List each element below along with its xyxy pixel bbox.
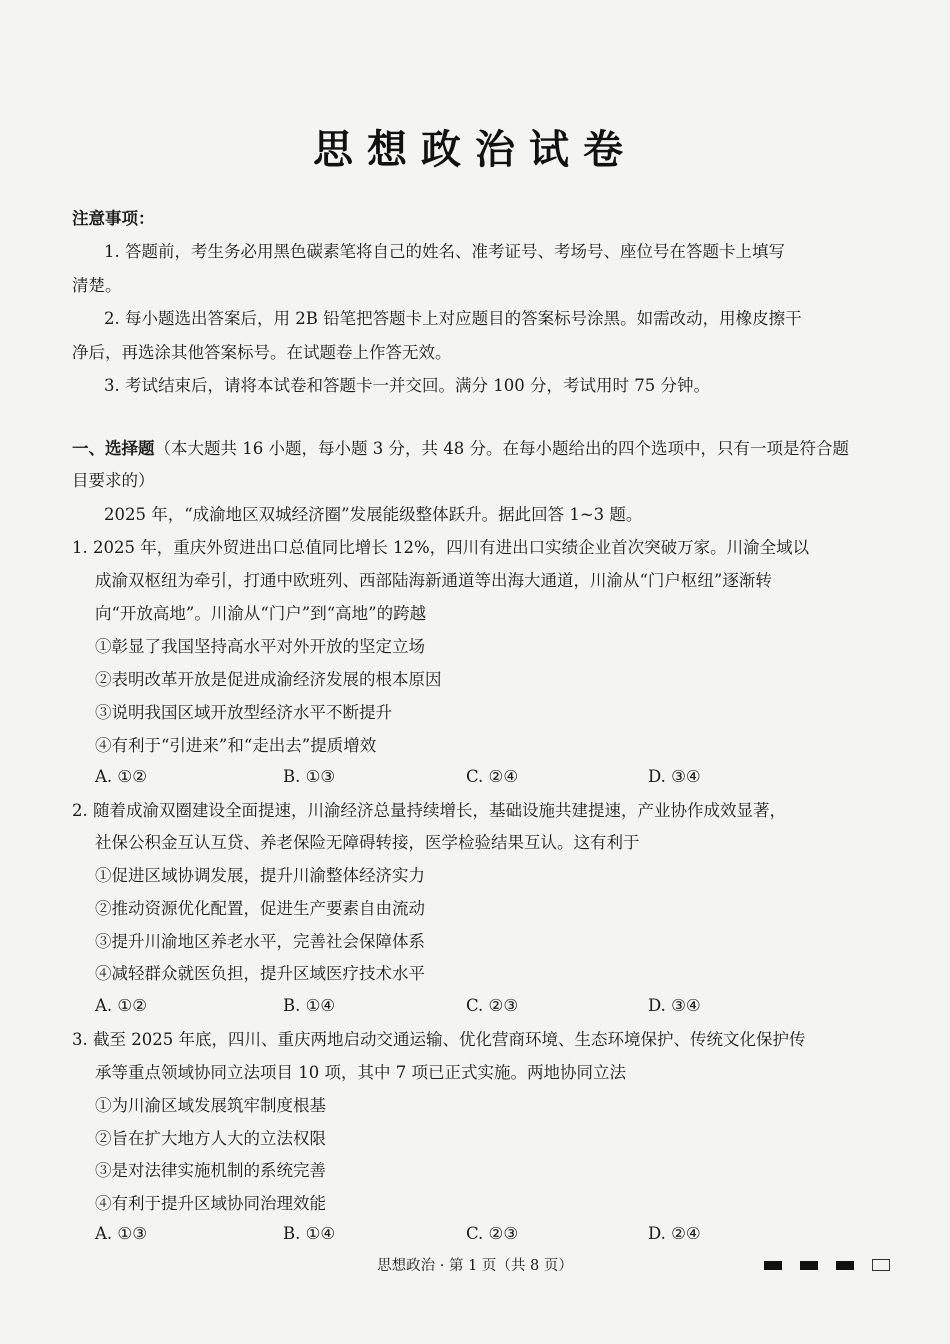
q1-statement-1: ①彰显了我国坚持高水平对外开放的坚定立场 xyxy=(95,637,425,656)
q3-option-a: A. ①③ xyxy=(95,1224,147,1243)
notice-item-3: 3. 考试结束后，请将本试卷和答题卡一并交回。满分 100 分，考试用时 75 分钟。 xyxy=(104,376,710,395)
q2-option-d: D. ③④ xyxy=(648,996,701,1015)
q1-option-d: D. ③④ xyxy=(648,767,701,786)
notice-item-2: 2. 每小题选出答案后，用 2B 铅笔把答题卡上对应题目的答案标号涂黑。如需改动，用橡皮擦干 xyxy=(104,309,802,328)
section-desc-cont: 目要求的） xyxy=(72,471,155,490)
footer-mark-icon xyxy=(764,1261,782,1270)
page-footer: 思想政治 · 第 1 页（共 8 页） xyxy=(377,1258,573,1274)
section-header xyxy=(72,438,849,460)
notice-item-2-cont: 净后，再选涂其他答案标号。在试题卷上作答无效。 xyxy=(72,343,452,362)
q2-stem-line2: 社保公积金互认互贷、养老保险无障碍转接，医学检验结果互认。这有利于 xyxy=(95,833,640,852)
section-intro: 2025 年，“成渝地区双城经济圈”发展能级整体跃升。据此回答 1~3 题。 xyxy=(104,505,643,524)
q2-statement-4: ④减轻群众就医负担，提升区域医疗技术水平 xyxy=(95,964,425,983)
q1-option-c: C. ②④ xyxy=(466,767,519,786)
q1-option-a: A. ①② xyxy=(95,767,147,786)
notice-item-1-cont: 清楚。 xyxy=(72,276,122,295)
q3-statement-1: ①为川渝区域发展筑牢制度根基 xyxy=(95,1096,326,1115)
q2-statement-2: ②推动资源优化配置，促进生产要素自由流动 xyxy=(95,899,425,918)
q3-option-c: C. ②③ xyxy=(466,1224,519,1243)
q2-stem-line1: 2. 随着成渝双圈建设全面提速，川渝经济总量持续增长，基础设施共建提速，产业协作成效显著， xyxy=(72,801,786,820)
q3-option-b: B. ①④ xyxy=(283,1224,336,1243)
q3-stem-line1: 3. 截至 2025 年底，四川、重庆两地启动交通运输、优化营商环境、生态环境保护、传统文化保护传 xyxy=(72,1030,806,1049)
footer-hollow-mark-icon xyxy=(872,1259,890,1271)
footer-mark-icon xyxy=(836,1261,854,1270)
q1-option-b: B. ①③ xyxy=(283,767,336,786)
q3-statement-4: ④有利于提升区域协同治理效能 xyxy=(95,1194,326,1213)
q2-statement-1: ①促进区域协调发展，提升川渝整体经济实力 xyxy=(95,866,425,885)
q1-stem-line3: 向“开放高地”。川渝从“门户”到“高地”的跨越 xyxy=(95,604,427,623)
q1-statement-3: ③说明我国区域开放型经济水平不断提升 xyxy=(95,703,392,722)
q3-statement-2: ②旨在扩大地方人大的立法权限 xyxy=(95,1129,326,1148)
q3-statement-3: ③是对法律实施机制的系统完善 xyxy=(95,1161,326,1180)
q3-stem-line2: 承等重点领域协同立法项目 10 项，其中 7 项已正式实施。两地协同立法 xyxy=(95,1063,626,1082)
notice-item-1: 1. 答题前，考生务必用黑色碳素笔将自己的姓名、准考证号、考场号、座位号在答题卡上填写 xyxy=(104,242,785,261)
q2-option-a: A. ①② xyxy=(95,996,147,1015)
page-title: 思想政治试卷 xyxy=(313,126,637,173)
q2-option-b: B. ①④ xyxy=(283,996,336,1015)
q3-option-d: D. ②④ xyxy=(648,1224,701,1243)
notice-heading: 注意事项： xyxy=(72,209,155,228)
q1-statement-2: ②表明改革开放是促进成渝经济发展的根本原因 xyxy=(95,670,442,689)
section-desc: （本大题共 16 小题，每小题 3 分，共 48 分。在每小题给出的四个选项中，只有一项是符合题 xyxy=(154,439,849,458)
q1-stem-line2: 成渝双枢纽为牵引，打通中欧班列、西部陆海新通道等出海大通道，川渝从“门户枢纽”逐渐转 xyxy=(95,571,772,590)
section-label: 一、选择题 xyxy=(72,439,155,458)
q1-stem-line1: 1. 2025 年，重庆外贸进出口总值同比增长 12%，四川有进出口实绩企业首次突破万家。川渝全域以 xyxy=(72,538,810,557)
q1-statement-4: ④有利于“引进来”和“走出去”提质增效 xyxy=(95,736,377,755)
q2-statement-3: ③提升川渝地区养老水平，完善社会保障体系 xyxy=(95,932,425,951)
q2-option-c: C. ②③ xyxy=(466,996,519,1015)
footer-mark-icon xyxy=(800,1261,818,1270)
